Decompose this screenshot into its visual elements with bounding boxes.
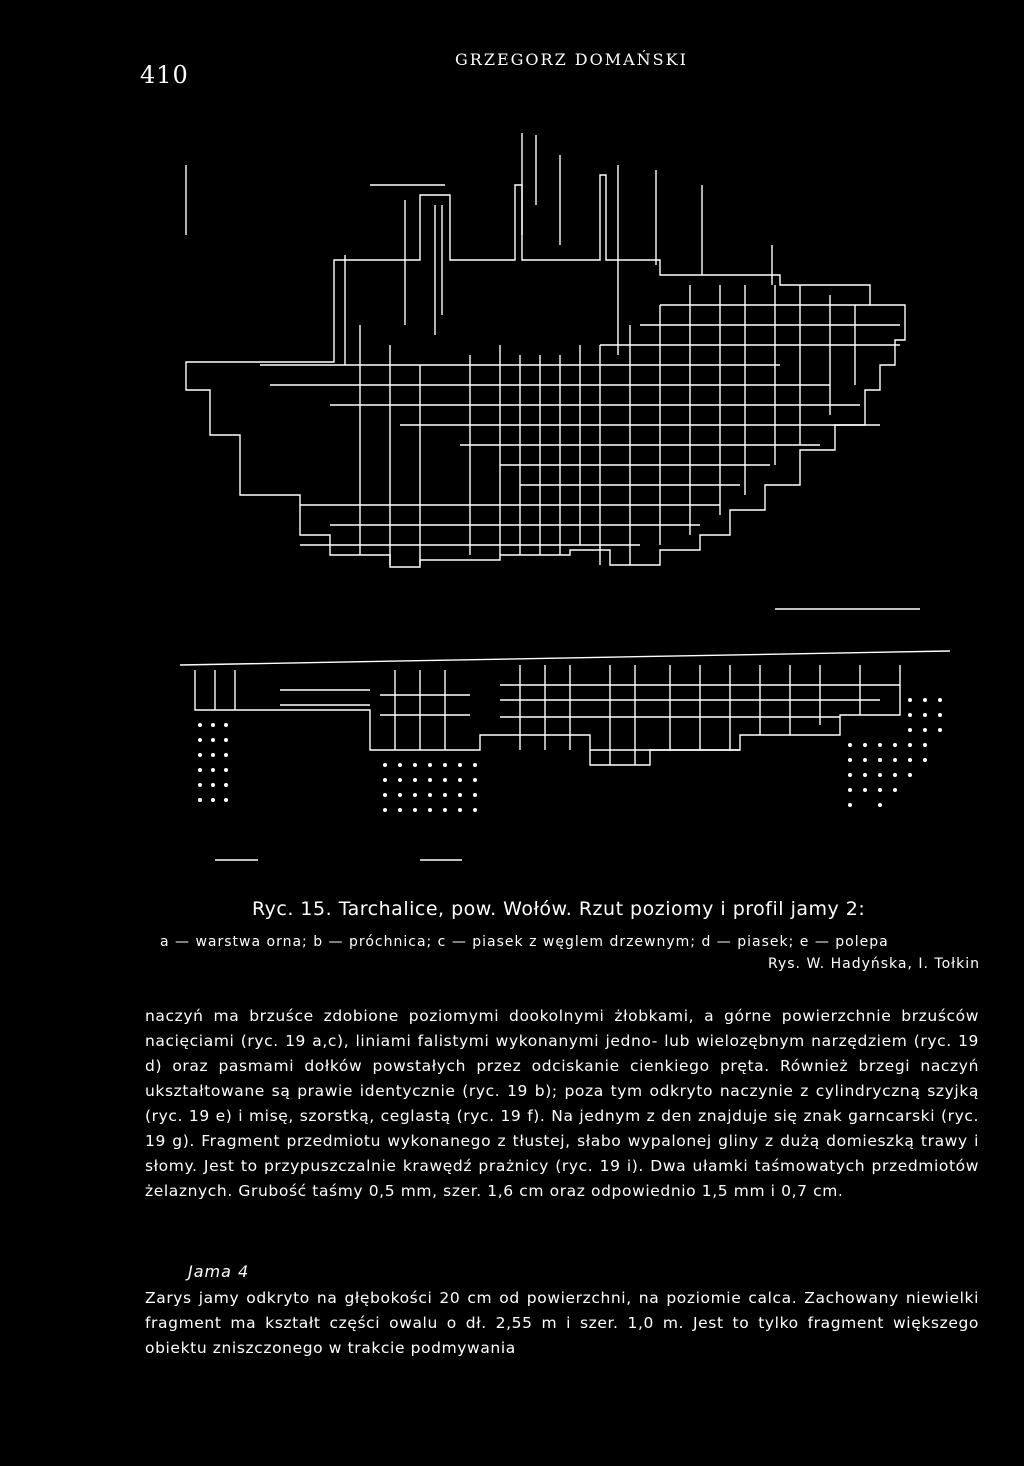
profile-view bbox=[180, 609, 950, 860]
page-header bbox=[0, 45, 1024, 89]
figure-pit-plan-and-profile bbox=[0, 125, 1024, 885]
running-head: GRZEGORZ DOMAŃSKI bbox=[455, 50, 688, 69]
profile-outline bbox=[195, 665, 900, 765]
plan-view bbox=[186, 133, 905, 567]
paragraph-1: naczyń ma brzuśce zdobione poziomymi dookolnymi żłobkami, a górne powierzchnie brzuśców nacięciami (ryc. 19 a,c), liniami falistymi wykonanymi jedno- lub wielozębnym narzędziem (ryc. 19 d) oraz pasmami dołków powstałych przez odciskanie cienkiego pręta. Również brzegi naczyń ukształtowane są prawie identycznie (ryc. 19 b); poza tym odkryto naczynie z cylindryczną szyjką (ryc. 19 e) i misę, szorstką, ceglastą (ryc. 19 f). Na jednym z den znajduje się znak garncarski (ryc. 19 g). Fragment przedmiotu wykonanego z tłustej, słabo wypalonej gliny z dużą domieszką trawy i słomy. Jest to przypuszczalnie krawędź prażnicy (ryc. 19 i). Dwa ułamki taśmowatych przedmiotów żelaznych. Grubość taśmy 0,5 mm, szer. 1,6 cm oraz odpowiednio 1,5 mm i 0,7 cm. bbox=[145, 1007, 979, 1200]
body-text-2 bbox=[145, 1286, 979, 1361]
body-text bbox=[145, 1004, 979, 1204]
pit-drawing bbox=[0, 125, 1024, 885]
section-heading: Jama 4 bbox=[188, 1262, 250, 1281]
plan-outline bbox=[186, 175, 905, 567]
caption-credit: Rys. W. Hadyńska, I. Tołkin bbox=[768, 956, 980, 972]
caption-legend: a — warstwa orna; b — próchnica; c — piasek z węglem drzewnym; d — piasek; e — polepa bbox=[160, 934, 889, 950]
paragraph-2: Zarys jamy odkryto na głębokości 20 cm od powierzchni, na poziomie calca. Zachowany niewielki fragment ma kształt części owalu o dł. 2,55 m i szer. 1,0 m. Jest to tylko fragment większego obiektu zniszczonego w trakcie podmywania bbox=[145, 1289, 979, 1357]
page-number: 410 bbox=[140, 61, 189, 89]
caption-title: Ryc. 15. Tarchalice, pow. Wołów. Rzut poziomy i profil jamy 2: bbox=[252, 898, 866, 920]
